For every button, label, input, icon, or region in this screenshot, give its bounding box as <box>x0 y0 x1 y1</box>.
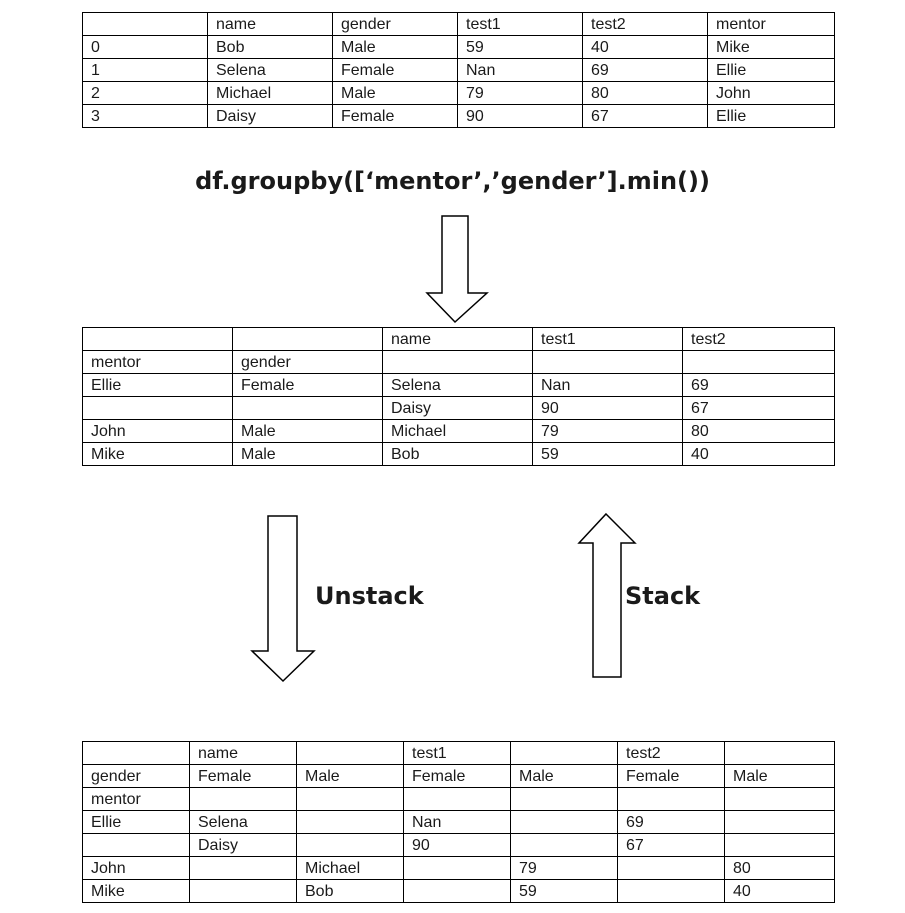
table-cell: 67 <box>583 105 708 128</box>
table-cell: 79 <box>533 420 683 443</box>
table-cell: 79 <box>458 82 583 105</box>
header-cell: test1 <box>533 328 683 351</box>
unstacked-table <box>82 741 835 903</box>
table-cell: 80 <box>725 857 835 880</box>
table-cell: Bob <box>208 36 333 59</box>
table-row <box>83 36 835 59</box>
table-cell: Female <box>333 105 458 128</box>
table-cell: Daisy <box>190 834 297 857</box>
table-cell: Female <box>333 59 458 82</box>
table-cell: 69 <box>618 811 725 834</box>
header-cell <box>511 788 618 811</box>
table-cell: Michael <box>297 857 404 880</box>
header-cell <box>618 788 725 811</box>
table-cell: 40 <box>725 880 835 903</box>
table-cell: Selena <box>190 811 297 834</box>
header-cell <box>83 742 190 765</box>
header-cell: Male <box>725 765 835 788</box>
table-cell: Nan <box>404 811 511 834</box>
header-row-columns <box>83 742 835 765</box>
table-row <box>83 397 835 420</box>
table-cell <box>297 811 404 834</box>
table-cell <box>190 857 297 880</box>
table-cell: 69 <box>683 374 835 397</box>
header-cell: Female <box>618 765 725 788</box>
table-cell: Bob <box>383 443 533 466</box>
grouped-table <box>82 327 835 466</box>
table-cell: Michael <box>383 420 533 443</box>
table-cell: 3 <box>83 105 208 128</box>
table-cell: 67 <box>618 834 725 857</box>
header-cell <box>404 788 511 811</box>
index-name-cell <box>533 351 683 374</box>
header-cell: test1 <box>404 742 511 765</box>
table-cell: Ellie <box>83 811 190 834</box>
header-cell: test2 <box>583 13 708 36</box>
header-cell: name <box>383 328 533 351</box>
table-cell: Mike <box>708 36 835 59</box>
table-cell: 59 <box>533 443 683 466</box>
header-cell: name <box>208 13 333 36</box>
table-row <box>83 443 835 466</box>
table-cell: 59 <box>458 36 583 59</box>
table-cell: Male <box>233 420 383 443</box>
table-cell: Michael <box>208 82 333 105</box>
table-cell <box>190 880 297 903</box>
header-row-gender <box>83 765 835 788</box>
table-cell: 90 <box>404 834 511 857</box>
table-cell <box>511 811 618 834</box>
table-row <box>83 374 835 397</box>
table-cell: Daisy <box>383 397 533 420</box>
table-row <box>83 82 835 105</box>
header-cell <box>297 788 404 811</box>
table-cell <box>233 397 383 420</box>
table-cell: Ellie <box>83 374 233 397</box>
header-row-mentor <box>83 788 835 811</box>
table-cell <box>725 834 835 857</box>
table-cell: Nan <box>533 374 683 397</box>
header-cell: name <box>190 742 297 765</box>
table-cell: Selena <box>208 59 333 82</box>
header-cell: gender <box>83 765 190 788</box>
table-cell: John <box>83 420 233 443</box>
table-cell: Female <box>233 374 383 397</box>
header-cell <box>725 788 835 811</box>
header-cell: Male <box>511 765 618 788</box>
header-cell: mentor <box>708 13 835 36</box>
table-row <box>83 59 835 82</box>
table-row <box>83 857 835 880</box>
index-name-cell <box>383 351 533 374</box>
table-cell: 40 <box>583 36 708 59</box>
header-cell: mentor <box>83 788 190 811</box>
source-table <box>82 12 835 128</box>
unstacked-table-body <box>83 742 835 903</box>
table-cell <box>511 834 618 857</box>
table-cell: 79 <box>511 857 618 880</box>
table-cell: Ellie <box>708 105 835 128</box>
down-arrow-icon <box>425 215 489 325</box>
table-cell: 0 <box>83 36 208 59</box>
table-cell: Ellie <box>708 59 835 82</box>
table-cell <box>618 857 725 880</box>
table-cell: 2 <box>83 82 208 105</box>
header-row <box>83 328 835 351</box>
table-cell <box>725 811 835 834</box>
table-cell: 80 <box>583 82 708 105</box>
table-cell <box>618 880 725 903</box>
table-row <box>83 105 835 128</box>
table-cell: Selena <box>383 374 533 397</box>
table-cell: 1 <box>83 59 208 82</box>
table-cell: 40 <box>683 443 835 466</box>
header-cell <box>725 742 835 765</box>
table-cell: John <box>708 82 835 105</box>
unstack-label: Unstack <box>315 582 424 610</box>
table-row <box>83 834 835 857</box>
header-cell: Male <box>297 765 404 788</box>
header-cell: gender <box>333 13 458 36</box>
header-cell <box>83 13 208 36</box>
grouped-table-body <box>83 328 835 466</box>
header-cell <box>233 328 383 351</box>
table-cell <box>297 834 404 857</box>
table-cell: Male <box>333 36 458 59</box>
table-cell: Daisy <box>208 105 333 128</box>
table-cell <box>404 857 511 880</box>
header-cell: Female <box>404 765 511 788</box>
source-table-body <box>83 13 835 128</box>
index-name-cell: mentor <box>83 351 233 374</box>
unstack-arrow-icon <box>250 515 316 683</box>
table-cell: Mike <box>83 880 190 903</box>
table-row <box>83 880 835 903</box>
table-cell: Bob <box>297 880 404 903</box>
table-cell <box>83 397 233 420</box>
header-cell: test2 <box>683 328 835 351</box>
table-cell: 80 <box>683 420 835 443</box>
header-cell <box>511 742 618 765</box>
table-cell: 59 <box>511 880 618 903</box>
table-cell: Male <box>233 443 383 466</box>
header-row <box>83 13 835 36</box>
table-cell <box>404 880 511 903</box>
table-cell: 69 <box>583 59 708 82</box>
header-cell: test2 <box>618 742 725 765</box>
table-row <box>83 420 835 443</box>
table-cell: Nan <box>458 59 583 82</box>
header-cell <box>190 788 297 811</box>
header-cell: Female <box>190 765 297 788</box>
table-cell: 90 <box>533 397 683 420</box>
stack-label: Stack <box>625 582 701 610</box>
header-cell <box>83 328 233 351</box>
index-name-cell <box>683 351 835 374</box>
table-cell <box>83 834 190 857</box>
table-cell: Male <box>333 82 458 105</box>
table-row <box>83 811 835 834</box>
header-cell <box>297 742 404 765</box>
header-cell: test1 <box>458 13 583 36</box>
table-cell: Mike <box>83 443 233 466</box>
table-cell: 67 <box>683 397 835 420</box>
index-names-row <box>83 351 835 374</box>
table-cell: 90 <box>458 105 583 128</box>
code-line: df.groupby([‘mentor’,’gender’].min()) <box>195 167 710 195</box>
index-name-cell: gender <box>233 351 383 374</box>
table-cell: John <box>83 857 190 880</box>
